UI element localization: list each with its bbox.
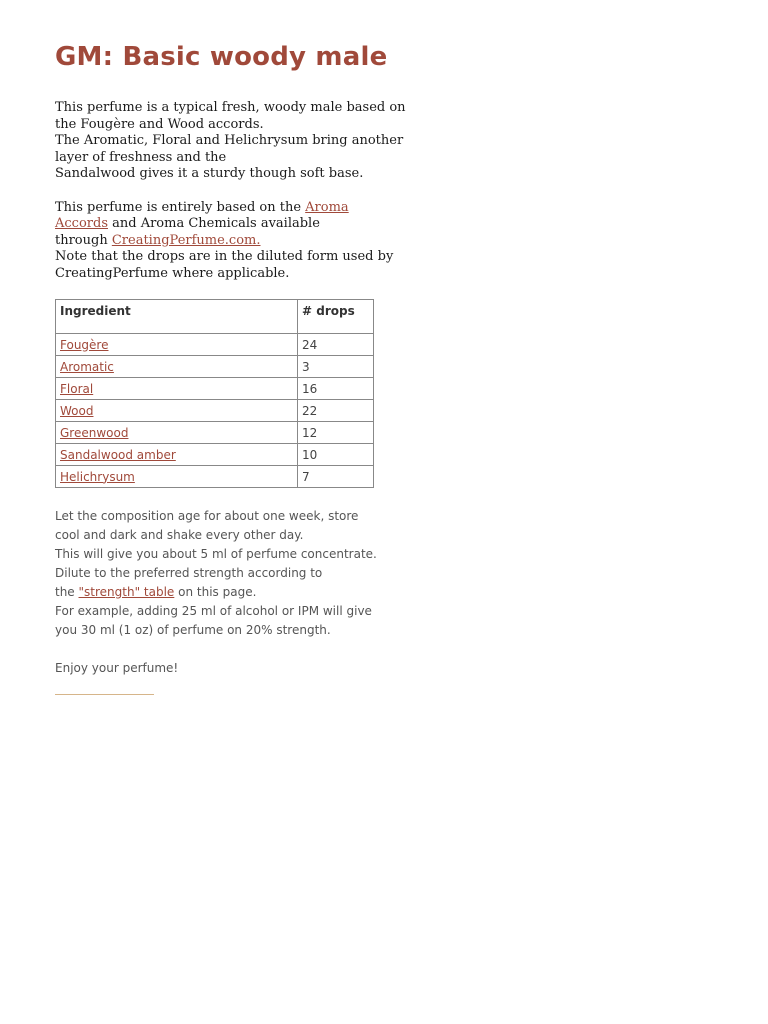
drops-cell: 22 [298, 400, 374, 422]
source-text-before: This perfume is entirely based on the [55, 199, 306, 215]
ingredient-link-greenwood[interactable]: Greenwood [60, 425, 129, 440]
dilution-note-1: Note that the drops are in the diluted form used by [55, 249, 394, 264]
intro-line-5: Sandalwood gives it a sturdy though soft base. [55, 166, 364, 181]
intro-line-4: layer of freshness and the [55, 149, 227, 165]
ingredient-cell [56, 466, 298, 488]
table-row [56, 378, 374, 400]
ingredient-link-floral[interactable]: Floral [60, 381, 94, 396]
page-content [55, 40, 415, 695]
instructions-line-4: Dilute to the preferred strength according to [55, 566, 323, 580]
table-row [56, 334, 374, 356]
ingredient-cell [56, 334, 298, 356]
source-paragraph [55, 200, 415, 283]
instructions-line-6: For example, adding 25 ml of alcohol or IPM will give [55, 604, 372, 618]
intro-line-2: the Fougère and Wood accords. [55, 116, 264, 132]
instructions-line-2: cool and dark and shake every other day. [55, 528, 304, 542]
ingredient-cell [56, 422, 298, 444]
table-row [56, 444, 374, 466]
table-row [56, 400, 374, 422]
aroma-accords-link[interactable]: Aroma [305, 199, 349, 215]
dilution-note-2: CreatingPerfume where applicable. [55, 265, 290, 281]
table-row [56, 466, 374, 488]
table-header-row [56, 300, 374, 334]
ingredient-cell [56, 444, 298, 466]
ingredient-cell [56, 356, 298, 378]
intro-paragraph [55, 100, 415, 183]
drops-cell: 10 [298, 444, 374, 466]
footer-divider [55, 694, 154, 695]
ingredient-link-wood[interactable]: Wood [60, 403, 94, 418]
closing-text: Enjoy your perfume! [55, 661, 179, 675]
drops-column-header: # drops [298, 300, 374, 334]
ingredient-cell [56, 378, 298, 400]
intro-line-1: This perfume is a typical fresh, woody male based on [55, 100, 406, 115]
drops-cell: 7 [298, 466, 374, 488]
instructions-line-1: Let the composition age for about one week, store [55, 509, 359, 523]
table-row [56, 422, 374, 444]
intro-line-3: The Aromatic, Floral and Helichrysum bring another [55, 133, 404, 148]
drops-cell: 3 [298, 356, 374, 378]
aroma-accords-link-cont[interactable]: Accords [55, 216, 108, 231]
drops-cell: 12 [298, 422, 374, 444]
ingredient-link-aromatic[interactable]: Aromatic [60, 359, 114, 374]
source-text-through: through [55, 232, 112, 248]
ingredient-link-fougere[interactable]: Fougère [60, 337, 109, 352]
ingredient-table [55, 299, 374, 488]
ingredient-column-header: Ingredient [56, 300, 298, 334]
drops-cell: 16 [298, 378, 374, 400]
source-text-middle: and Aroma Chemicals available [107, 216, 320, 231]
instructions-line-7: you 30 ml (1 oz) of perfume on 20% strength. [55, 623, 331, 637]
instructions-line-5-before: the [55, 585, 79, 599]
instructions-line-5-after: on this page. [174, 585, 257, 599]
creatingperfume-link[interactable]: CreatingPerfume.com. [111, 232, 261, 248]
ingredient-link-sandalwood-amber[interactable]: Sandalwood amber [60, 447, 176, 462]
strength-table-link[interactable]: "strength" table [78, 585, 175, 599]
instructions-line-3: This will give you about 5 ml of perfume concentrate. [55, 547, 377, 561]
ingredient-link-helichrysum[interactable]: Helichrysum [60, 469, 135, 484]
page-title: GM: Basic woody male [55, 42, 388, 72]
instructions-paragraph [55, 507, 415, 640]
table-row [56, 356, 374, 378]
drops-cell: 24 [298, 334, 374, 356]
ingredient-cell [56, 400, 298, 422]
